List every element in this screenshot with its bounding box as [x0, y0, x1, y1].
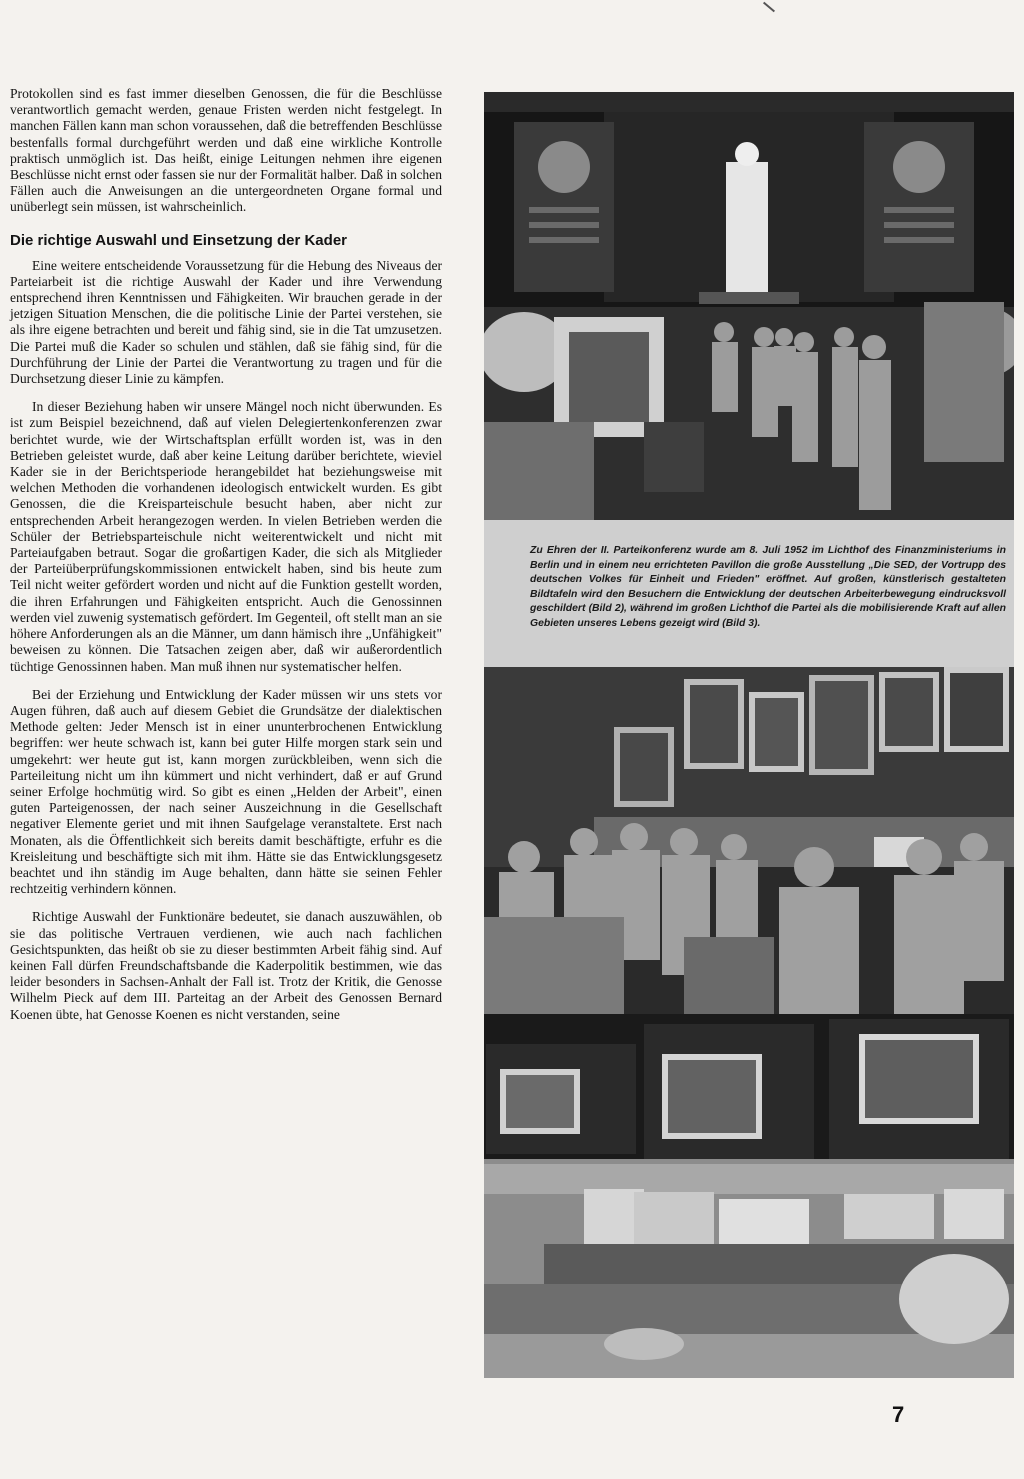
- scan-mark: [763, 2, 775, 13]
- photo-caption-box: [484, 520, 1014, 667]
- paragraph-4: Richtige Auswahl der Funktionäre bedeutet, sie danach auszuwählen, ob sie das politische Vertrauen verdienen, wie auch nach fachlichen Gesichtspunkten, das heißt ob sie zu dieser bestimmten Arbeit fähig sind. Auf keinen Fall dürfen Freundschaftsbande die Kaderpolitik bestimmen, wie das leider besonders in Sachsen-Anhalt der Fall ist. Trotz der Kritik, die Genosse Wilhelm Pieck auf dem III. Parteitag an der Arbeit des Genossen Bernard Koenen übte, hat Genosse Koenen es nicht verstanden, seine: [10, 909, 442, 1022]
- paragraph-1: Eine weitere entscheidende Voraussetzung für die Hebung des Niveaus der Parteiarbeit ist die richtige Auswahl der Kader und ihre Verwendung entsprechend ihren Kenntnissen und Fähigkeiten. Wir brauchen gerade in der jetzigen Situation Menschen, die die politische Linie der Partei verstehen, sie als ihre eigene betrachten und bereit und fähig sind, sie in die Tat umzusetzen. Die Partei muß die Kader so schulen und stählen, daß sie fähig sind, für die Durchführung der Linie der Partei die Verantwortung zu tragen und für die Durchsetzung dieser Linie zu kämpfen.: [10, 257, 442, 387]
- paragraph-intro: Protokollen sind es fast immer dieselben Genossen, die für die Beschlüsse verantwortlich gemacht werden, genaue Fristen werden nicht festgelegt. In manchen Fällen kann man schon voraussehen, daß die betreffenden Beschlüsse bestenfalls formal durchgeführt werden und daß eine wirkliche Kontrolle praktisch unmöglich ist. Das heißt, einige Leitungen nehmen ihre eigenen Beschlüsse nicht ernst oder fassen sie nur der Formalität halber. Daß in solchen Fällen auch die Anweisungen an die untergeordneten Organe formal und unüberlegt sein müssen, ist wahrscheinlich.: [10, 86, 442, 215]
- paragraph-2: In dieser Beziehung haben wir unsere Mängel noch nicht überwunden. Es ist zum Beispiel bezeichnend, daß auf vielen Delegiertenkonferenzen zwar berichtet wurde, wie der Wirtschaftsplan erfüllt worden ist, was in den Betrieben geleistet wurde, daß aber keine Leitung darüber berichtete, wieviel Kader sie in der Berichtsperiode herangebildet hat beziehungsweise mit welchen Methoden die vorhandenen ideologisch entwickelt wurden. Es gibt Genossen, die die Kreisparteischule besucht haben, aber nicht zur entsprechenden Arbeit herangezogen werden. In vielen Betrieben werden die Schüler der Betriebsparteischule nicht weiterentwickelt und nicht mit Parteiaufgaben betraut. Sogar die großartigen Kader, die sich als Mitglieder der Parteiüberprüfungskommissionen entwickelt haben, sind bis heute zum Teil nicht weiter gefördert worden und nicht auf die Funktion gestellt worden, die ihren Erfahrungen und Fähigkeiten entspricht. Auch die Genossinnen werden viel zuwenig systematisch gefördert. Im Gegenteil, oft stellt man an sie höhere Anforderungen als an die Männer, um dann hämisch ihre „Unfähigkeit" beweisen zu können. Die Tatsachen zeigen aber, daß wir außerordentlich tüchtige Genossinnen haben. Man muß ihnen nur systematischer helfen.: [10, 399, 442, 674]
- section-heading: Die richtige Auswahl und Einsetzung der Kader: [10, 231, 347, 249]
- article-column: [10, 86, 442, 1035]
- photo-lichthof: [484, 1014, 1014, 1378]
- photo-exhibition-hall: [484, 92, 1014, 520]
- page-number: 7: [892, 1402, 905, 1427]
- photo-visitors-panels: [484, 667, 1014, 1014]
- photo-caption: Zu Ehren der II. Parteikonferenz wurde am 8. Juli 1952 im Lichthof des Finanzministeriums in Berlin und in einem neu errichteten Pavillon die große Ausstellung „Die SED, der Vortrupp des deutschen Volkes für Einheit und Frieden" eröffnet. Auf großen, künstlerisch gestalteten Bildtafeln wird den Besuchern die Entwicklung der deutschen Arbeiterbewegung eindrucksvoll geschildert (Bild 2), während im großen Lichthof die Partei als die mobilisierende Kraft auf allen Gebieten unseres Lebens gezeigt wird (Bild 3).: [530, 545, 1006, 629]
- paragraph-3: Bei der Erziehung und Entwicklung der Kader müssen wir uns stets vor Augen führen, daß auch auf diesem Gebiet die Grundsätze der dialektischen Methode gelten: Jeder Mensch ist in einer ununterbrochenen Entwicklung begriffen: wer heute schwach ist, kann bei guter Hilfe morgen stark sein und umgekehrt: wer heute gut ist, kann morgen zurückbleiben, wenn sich die Parteileitung nicht um ihn kümmert und nicht verhindert, daß er auf Grund seiner Erfolge hochmütig wird. So gibt es einen „Helden der Arbeit", einen guten Parteigenossen, der nach seiner Auszeichnung in die Gesellschaft negativer Elemente geriet und mit ihnen Saufgelage veranstaltete. Erst nach Monaten, als die Öffentlichkeit sich bereits damit beschäftigte, erfuhr es die Kreisleitung und beschäftigte sich mit ihm. Hätte sie das Entwicklungsgesetz beachtet und ihn ständig im Auge behalten, dann hätte sie seinen Fehler rechtzeitig verhindern können.: [10, 686, 442, 897]
